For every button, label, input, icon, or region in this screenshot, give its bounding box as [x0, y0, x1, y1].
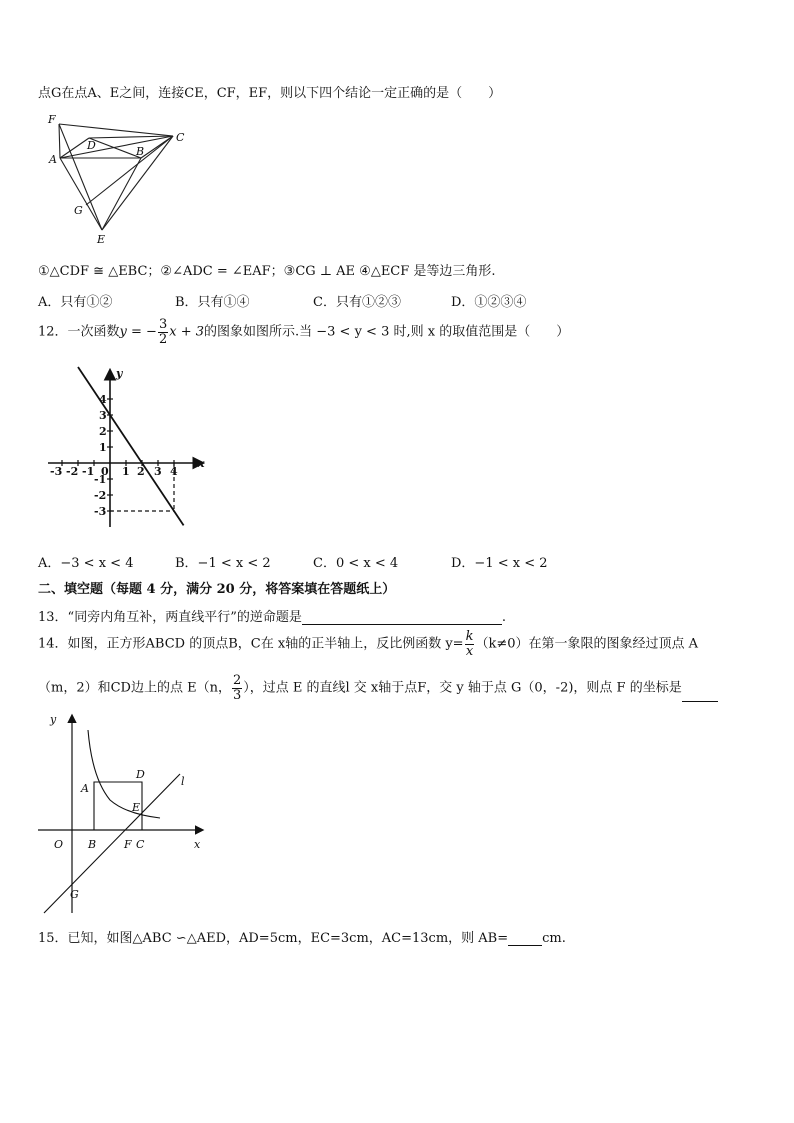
x-tick-3: 3 [154, 465, 162, 478]
label-c: C [176, 131, 185, 144]
q14-label-y: y [50, 713, 57, 726]
q14-label-l: l [181, 775, 185, 788]
q14-label-a: A [81, 782, 89, 795]
x-tick-1: 1 [122, 465, 130, 478]
q14-label-b: B [88, 838, 97, 851]
q12-eq-y: y = − [119, 324, 157, 340]
q14-frac-num: k [465, 629, 474, 644]
x-tick-neg2: -2 [66, 465, 79, 478]
q13 [38, 606, 506, 625]
x-tick-neg1: -1 [82, 465, 95, 478]
q14-line1 [38, 630, 698, 658]
q12-option-a[interactable]: A．−3 < x < 4 [38, 556, 134, 571]
q14-answer-blank[interactable] [682, 689, 718, 702]
q15-unit: cm. [542, 931, 566, 946]
q12-graph [44, 365, 214, 535]
label-f: F [48, 113, 56, 126]
q14-fraction-k-x [465, 630, 475, 658]
q14-frac2-num: 2 [232, 673, 242, 688]
q14-label-c: C [136, 838, 145, 851]
q13-text: 13．“同旁内角互补，两直线平行”的逆命题是 [38, 610, 302, 625]
y-tick-4: 4 [99, 393, 107, 406]
q12-fraction [158, 318, 168, 346]
y-tick-neg3: -3 [94, 505, 107, 518]
q12-frac-num: 3 [158, 317, 168, 332]
graph-x-label: x [198, 457, 205, 470]
label-e: E [97, 233, 106, 246]
q11-option-c[interactable]: C．只有①②③ [313, 295, 401, 310]
q12-frac-den: 2 [158, 331, 168, 347]
q12-option-c[interactable]: C．0 < x < 4 [313, 556, 399, 571]
q11-option-d[interactable]: D．①②③④ [451, 295, 527, 310]
x-tick-2: 2 [137, 465, 145, 478]
label-d: D [87, 139, 96, 152]
q11-option-b[interactable]: B．只有①④ [175, 295, 250, 310]
q11-option-a[interactable]: A．只有①② [38, 295, 113, 310]
q13-answer-blank[interactable] [302, 612, 502, 625]
q15-answer-blank[interactable] [508, 933, 542, 946]
q15-text: 15．已知，如图△ABC ∽△AED，AD=5cm，EC=3cm，AC=13cm，则 AB= [38, 931, 509, 946]
q14-label-f: F [124, 838, 132, 851]
x-tick-4: 4 [170, 465, 178, 478]
q14-line2 [38, 674, 718, 702]
q12-eq-rest: x + 3 [169, 324, 204, 340]
q14-label-d: D [136, 768, 145, 781]
y-tick-1: 1 [99, 441, 107, 454]
q15 [38, 927, 566, 946]
x-tick-neg3: -3 [50, 465, 63, 478]
graph-y-label: y [116, 367, 123, 380]
y-tick-neg1: -1 [94, 473, 107, 486]
q14-figure [30, 708, 220, 920]
q12-stem-prefix: 12．一次函数 [38, 324, 120, 340]
x-tick-0: 0 [101, 465, 109, 478]
line-l [44, 774, 180, 913]
q11-stem: 点G在点A、E之间，连接CE，CF，EF，则以下四个结论一定正确的是（ ） [38, 86, 502, 101]
q13-end: . [501, 610, 506, 625]
q12-option-b[interactable]: B．−1 < x < 2 [175, 556, 271, 571]
q14-label-o: O [54, 838, 64, 851]
q14-fraction-2-3 [232, 674, 242, 702]
q14-label-x: x [194, 838, 201, 851]
y-tick-neg2: -2 [94, 489, 107, 502]
label-b: B [136, 145, 145, 158]
q14-line1-prefix: 14．如图，正方形ABCD 的顶点B，C在 x轴的正半轴上，反比例函数 y= [38, 636, 464, 652]
y-tick-3: 3 [99, 409, 107, 422]
q14-line2-suffix: ），过点 E 的直线l 交 x轴于点F，交 y 轴于点 G（0，-2)，则点 F 的坐标是 [243, 680, 682, 696]
q11-figure [40, 110, 190, 250]
q14-label-e: E [132, 801, 141, 814]
label-a: A [49, 153, 57, 166]
q14-line1-suffix: （k≠0）在第一象限的图象经过顶点 A [475, 636, 699, 652]
q12-option-d[interactable]: D．−1 < x < 2 [451, 556, 548, 571]
q14-frac2-den: 3 [232, 687, 242, 703]
q12-stem-suffix: 的图象如图所示.当 −3 < y < 3 时,则 x 的取值范围是（ ） [204, 324, 570, 340]
section2-title: 二、填空题（每题 4 分，满分 20 分，将答案填在答题纸上） [38, 582, 396, 597]
q14-frac-den: x [465, 643, 474, 659]
label-g: G [74, 204, 83, 217]
q14-line2-prefix: （m，2）和CD边上的点 E（n， [38, 680, 231, 696]
q11-statements: ①△CDF ≅ △EBC；②∠ADC = ∠EAF；③CG ⊥ AE ④△ECF 是等边三角形. [38, 264, 496, 279]
q12-stem [38, 318, 569, 346]
q14-label-g: G [70, 888, 79, 901]
y-tick-2: 2 [99, 425, 107, 438]
